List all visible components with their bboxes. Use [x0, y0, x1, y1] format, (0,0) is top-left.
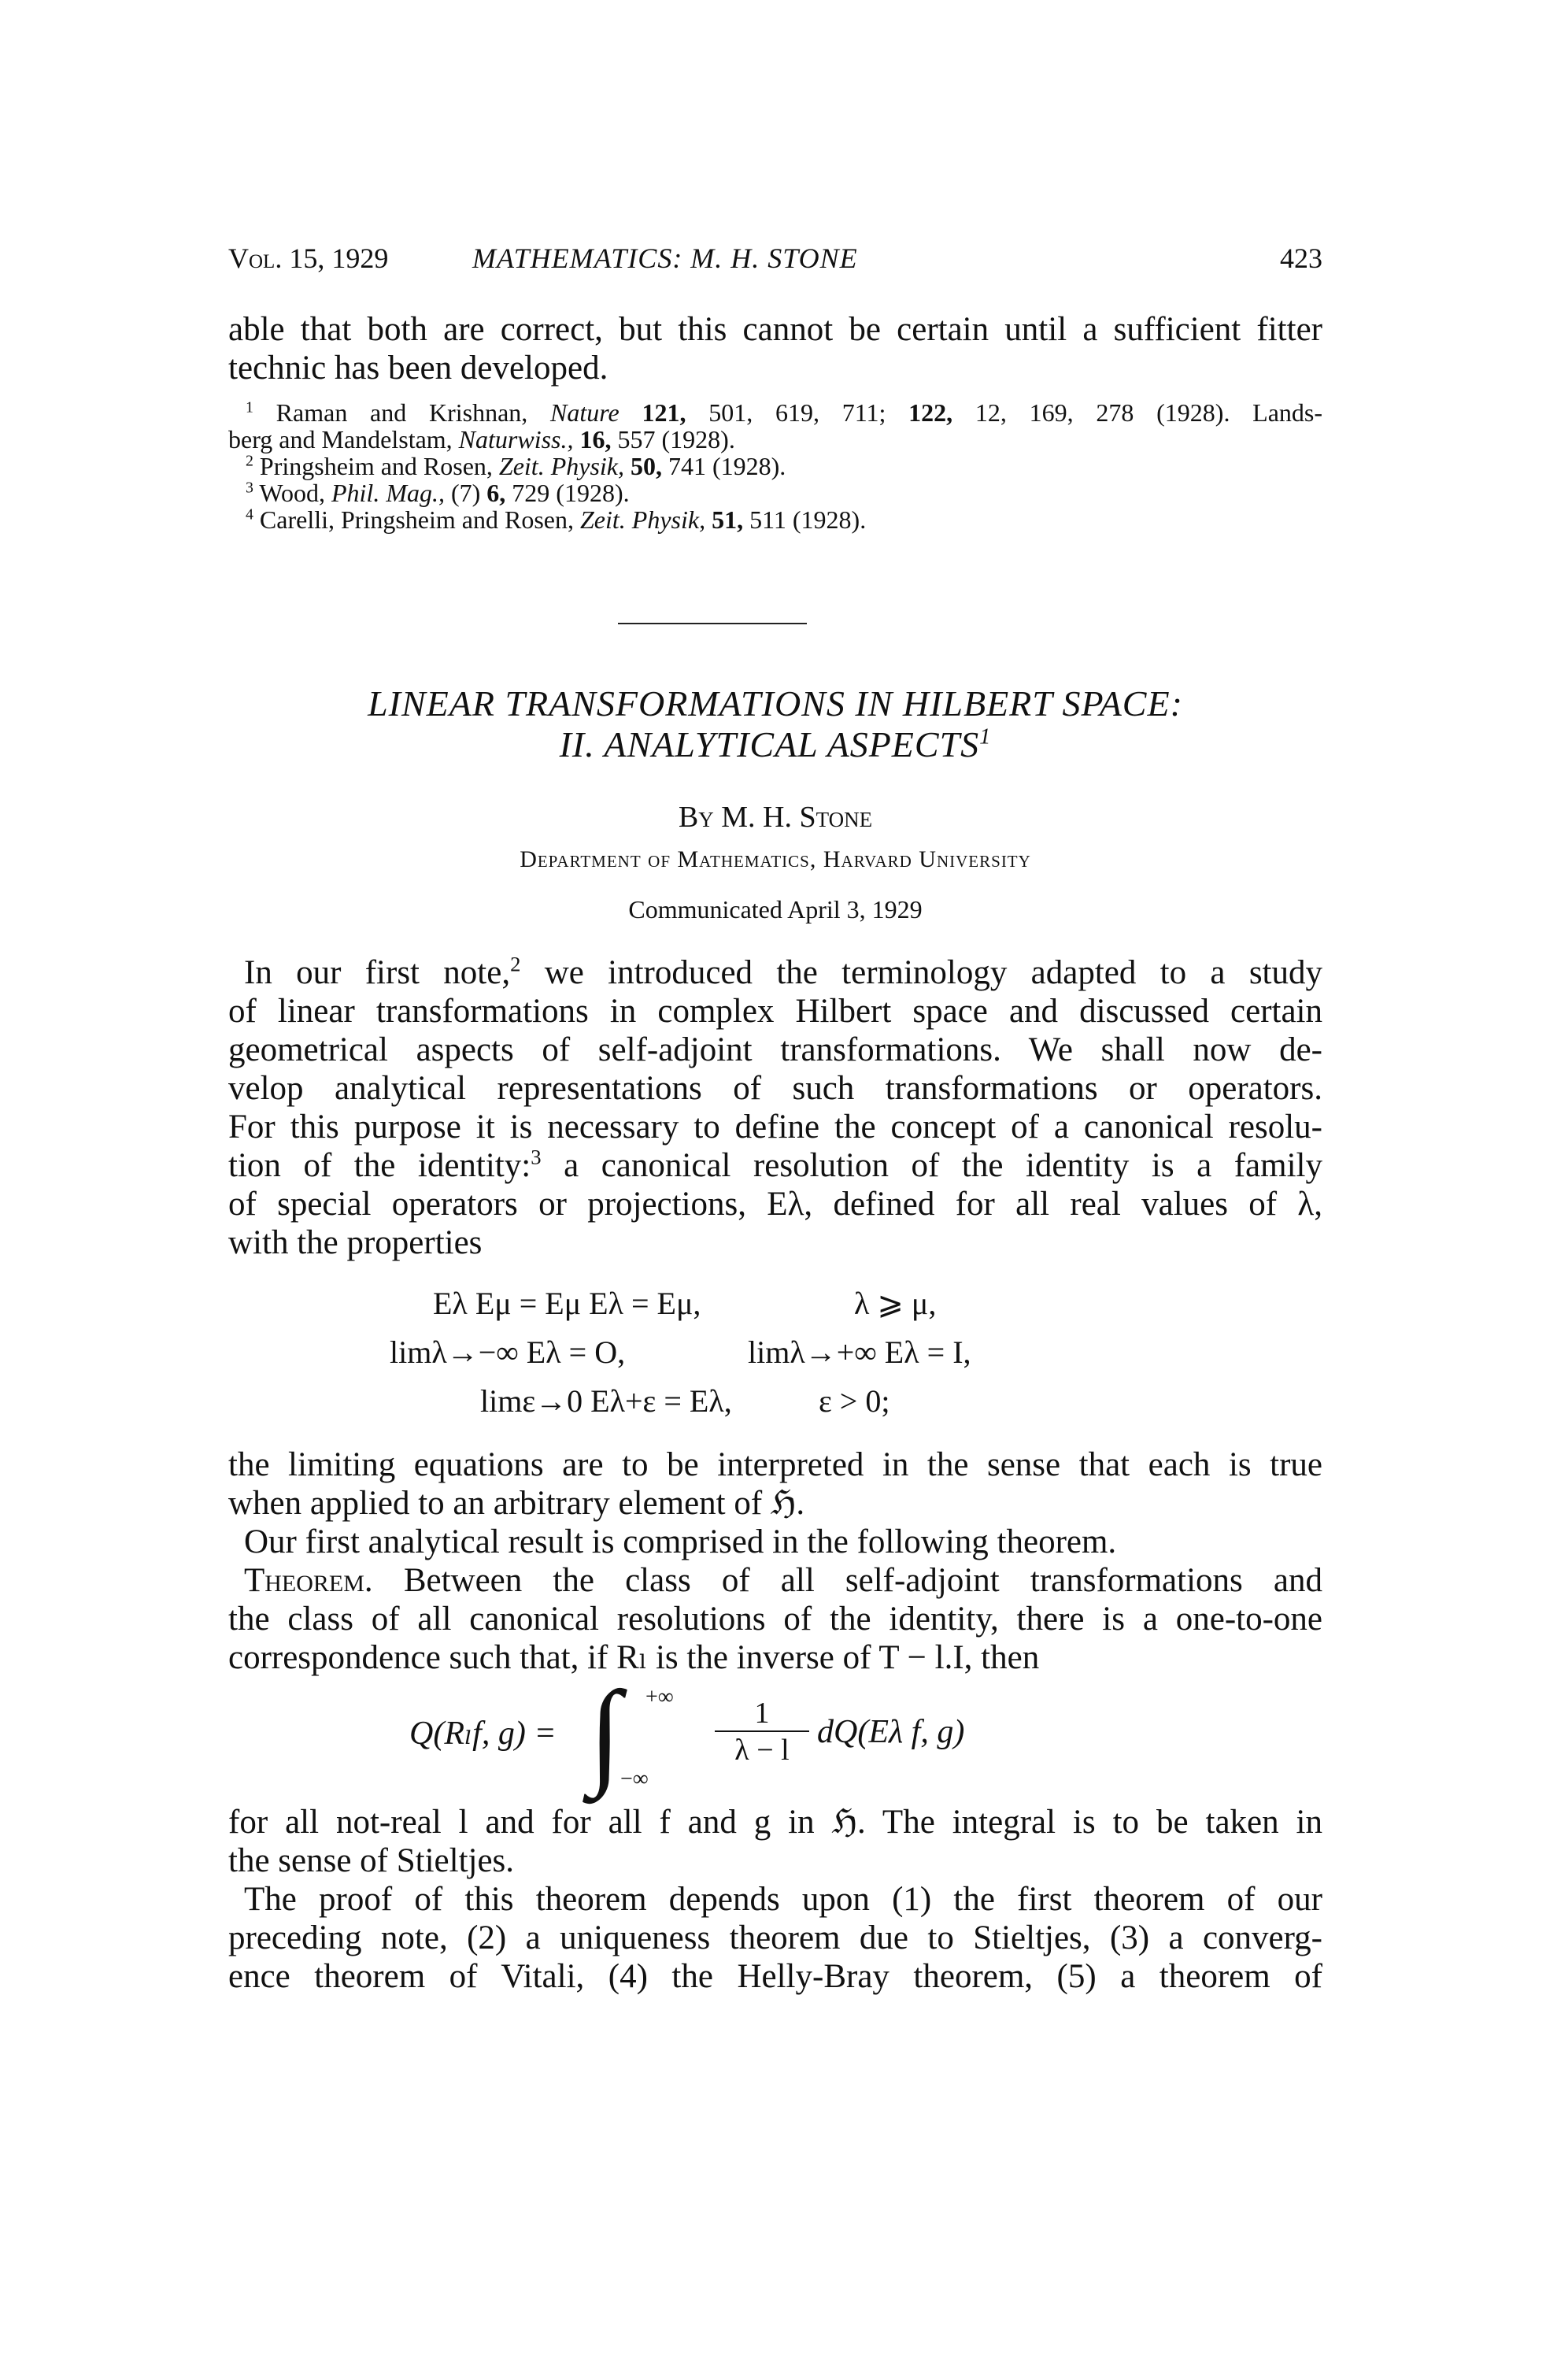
integral-lhs: Q(Rₗf, g) =	[409, 1716, 557, 1752]
journal-name: Zeit. Physik,	[498, 452, 624, 480]
integral-differential: dQ(Eλ f, g)	[817, 1714, 965, 1750]
integrand-fraction	[715, 1696, 809, 1768]
equation-2-left: limλ→−∞ Eλ = O,	[390, 1334, 626, 1370]
footnote-text: 741 (1928).	[661, 452, 786, 480]
running-title: MATHEMATICS: M. H. STONE	[472, 242, 858, 274]
text-line	[228, 1561, 1322, 1600]
text-line: correspondence such that, if Rₗ is the inverse of T − l.I, then	[228, 1639, 1040, 1676]
integral-formula	[409, 1667, 1149, 1798]
text-line: the sense of Stieltjes.	[228, 1842, 515, 1879]
running-head	[228, 242, 1322, 274]
footnote-mark: 2	[510, 952, 521, 976]
text-line: geometrical aspects of self-adjoint transformations. We shall now de-	[228, 1031, 1322, 1068]
theorem-label: Theorem.	[244, 1562, 373, 1599]
section-divider	[618, 623, 807, 624]
equation-1-right: λ ⩾ μ,	[854, 1286, 937, 1321]
text-line: able that both are correct, but this cannot be certain until a sufficient fitter	[228, 311, 1322, 348]
text-fragment: we introduced the terminology adapted to a study	[520, 954, 1322, 991]
author-byline: By M. H. Stone	[678, 801, 873, 834]
footnote-mark: 4	[246, 505, 253, 524]
text-fragment: a canonical resolution of the identity is a family	[541, 1147, 1322, 1184]
text-line: preceding note, (2) a uniqueness theorem due to Stieltjes, (3) a converg-	[228, 1919, 1322, 1956]
footnote-1-cont	[228, 426, 1322, 453]
text-line: technic has been developed.	[228, 350, 608, 387]
footnote-text: Carelli, Pringsheim and Rosen,	[259, 505, 580, 534]
footnote-mark: 2	[246, 452, 253, 470]
footnote-text: 557 (1928).	[611, 425, 735, 453]
volume-info: Vol. 15, 1929	[228, 242, 389, 274]
author-affiliation: Department of Mathematics, Harvard University	[520, 846, 1031, 872]
text-fragment: Between the class of all self-adjoint transformations and	[372, 1562, 1322, 1599]
journal-name: Phil. Mag.,	[331, 479, 445, 507]
text-line: Our first analytical result is comprised in the following theorem.	[244, 1523, 1117, 1560]
footnote-2	[228, 453, 1322, 479]
footnote-text: 12, 169, 278 (1928). Lands-	[952, 398, 1323, 427]
title-text: II. ANALYTICAL ASPECTS	[559, 724, 980, 764]
text-line: for all not-real l and for all f and g in ℌ. The integral is to be taken in	[228, 1804, 1322, 1841]
text-line: of special operators or projections, Eλ, defined for all real values of λ,	[228, 1186, 1322, 1223]
integral-sign: ∫	[589, 1667, 622, 1798]
journal-name: Nature	[550, 398, 620, 427]
communicated-date: Communicated April 3, 1929	[628, 895, 923, 923]
title-line-2	[228, 724, 1322, 765]
footnote-mark: 3	[531, 1145, 542, 1169]
volume-number: 121,	[642, 398, 686, 427]
footnotes	[228, 399, 1322, 533]
volume-number: 51,	[712, 505, 744, 534]
volume-number: 6,	[486, 479, 506, 507]
theorem-statement	[228, 1561, 1322, 1677]
equation-3-left: limε→0 Eλ+ε = Eλ,	[480, 1383, 732, 1419]
equation-2-right: limλ→+∞ Eλ = I,	[748, 1334, 971, 1370]
integral-lower-limit: −∞	[620, 1767, 649, 1791]
journal-name: Naturwiss.,	[458, 425, 574, 453]
equation-1-left: Eλ Eμ = Eμ Eλ = Eμ,	[433, 1286, 701, 1321]
fraction-numerator: 1	[715, 1696, 809, 1732]
text-fragment: In our first note,	[244, 954, 511, 991]
footnote-text: Pringsheim and Rosen,	[259, 452, 499, 480]
text-line: when applied to an arbitrary element of ℌ.	[228, 1485, 805, 1522]
text-line: velop analytical representations of such transformations or operators.	[228, 1070, 1322, 1107]
integral-upper-limit: +∞	[645, 1685, 674, 1709]
fraction-denominator: λ − l	[734, 1734, 790, 1767]
footnote-3	[228, 479, 1322, 506]
intro-paragraph	[228, 953, 1322, 1262]
article-title	[228, 683, 1322, 765]
journal-name: Zeit. Physik,	[579, 505, 706, 534]
interpretation-paragraph	[228, 1445, 1322, 1523]
footnote-text: 511 (1928).	[743, 505, 867, 534]
page-number: 423	[1280, 242, 1322, 274]
footnote-text: (7)	[444, 479, 487, 507]
integral-remark-paragraph	[228, 1803, 1322, 1880]
footnote-text: Wood,	[259, 479, 331, 507]
text-line	[228, 1146, 1322, 1185]
proof-paragraph	[228, 1880, 1322, 1996]
continuation-paragraph	[228, 310, 1322, 387]
text-line	[228, 953, 1322, 992]
text-line: the class of all canonical resolutions of the identity, there is a one-to-one	[228, 1601, 1322, 1638]
title-line-1: LINEAR TRANSFORMATIONS IN HILBERT SPACE:	[368, 683, 1183, 724]
text-fragment: tion of the identity:	[228, 1147, 531, 1184]
footnote-mark: 1	[246, 398, 253, 416]
text-line: The proof of this theorem depends upon (1) the first theorem of our	[244, 1881, 1322, 1918]
footnote-text: berg and Mandelstam,	[228, 425, 459, 453]
volume-number: 16,	[579, 425, 612, 453]
volume-number: 50,	[630, 452, 662, 480]
footnote-text: Raman and Krishnan,	[276, 398, 551, 427]
footnote-4	[228, 506, 1322, 533]
footnote-mark: 3	[246, 479, 253, 497]
footnote-1	[228, 399, 1322, 426]
text-line: For this purpose it is necessary to define the concept of a canonical resolu-	[228, 1109, 1322, 1146]
footnote-mark: 1	[979, 724, 992, 750]
text-line: of linear transformations in complex Hilbert space and discussed certain	[228, 993, 1322, 1030]
footnote-text: 729 (1928).	[505, 479, 630, 507]
footnote-text: 501, 619, 711;	[686, 398, 909, 427]
text-line: ence theorem of Vitali, (4) the Helly-Bray theorem, (5) a theorem of	[228, 1958, 1322, 1995]
volume-number: 122,	[908, 398, 953, 427]
result-paragraph	[228, 1523, 1322, 1561]
text-line: with the properties	[228, 1224, 483, 1261]
equation-3-right: ε > 0;	[819, 1383, 890, 1419]
text-line: the limiting equations are to be interpreted in the sense that each is true	[228, 1446, 1322, 1483]
